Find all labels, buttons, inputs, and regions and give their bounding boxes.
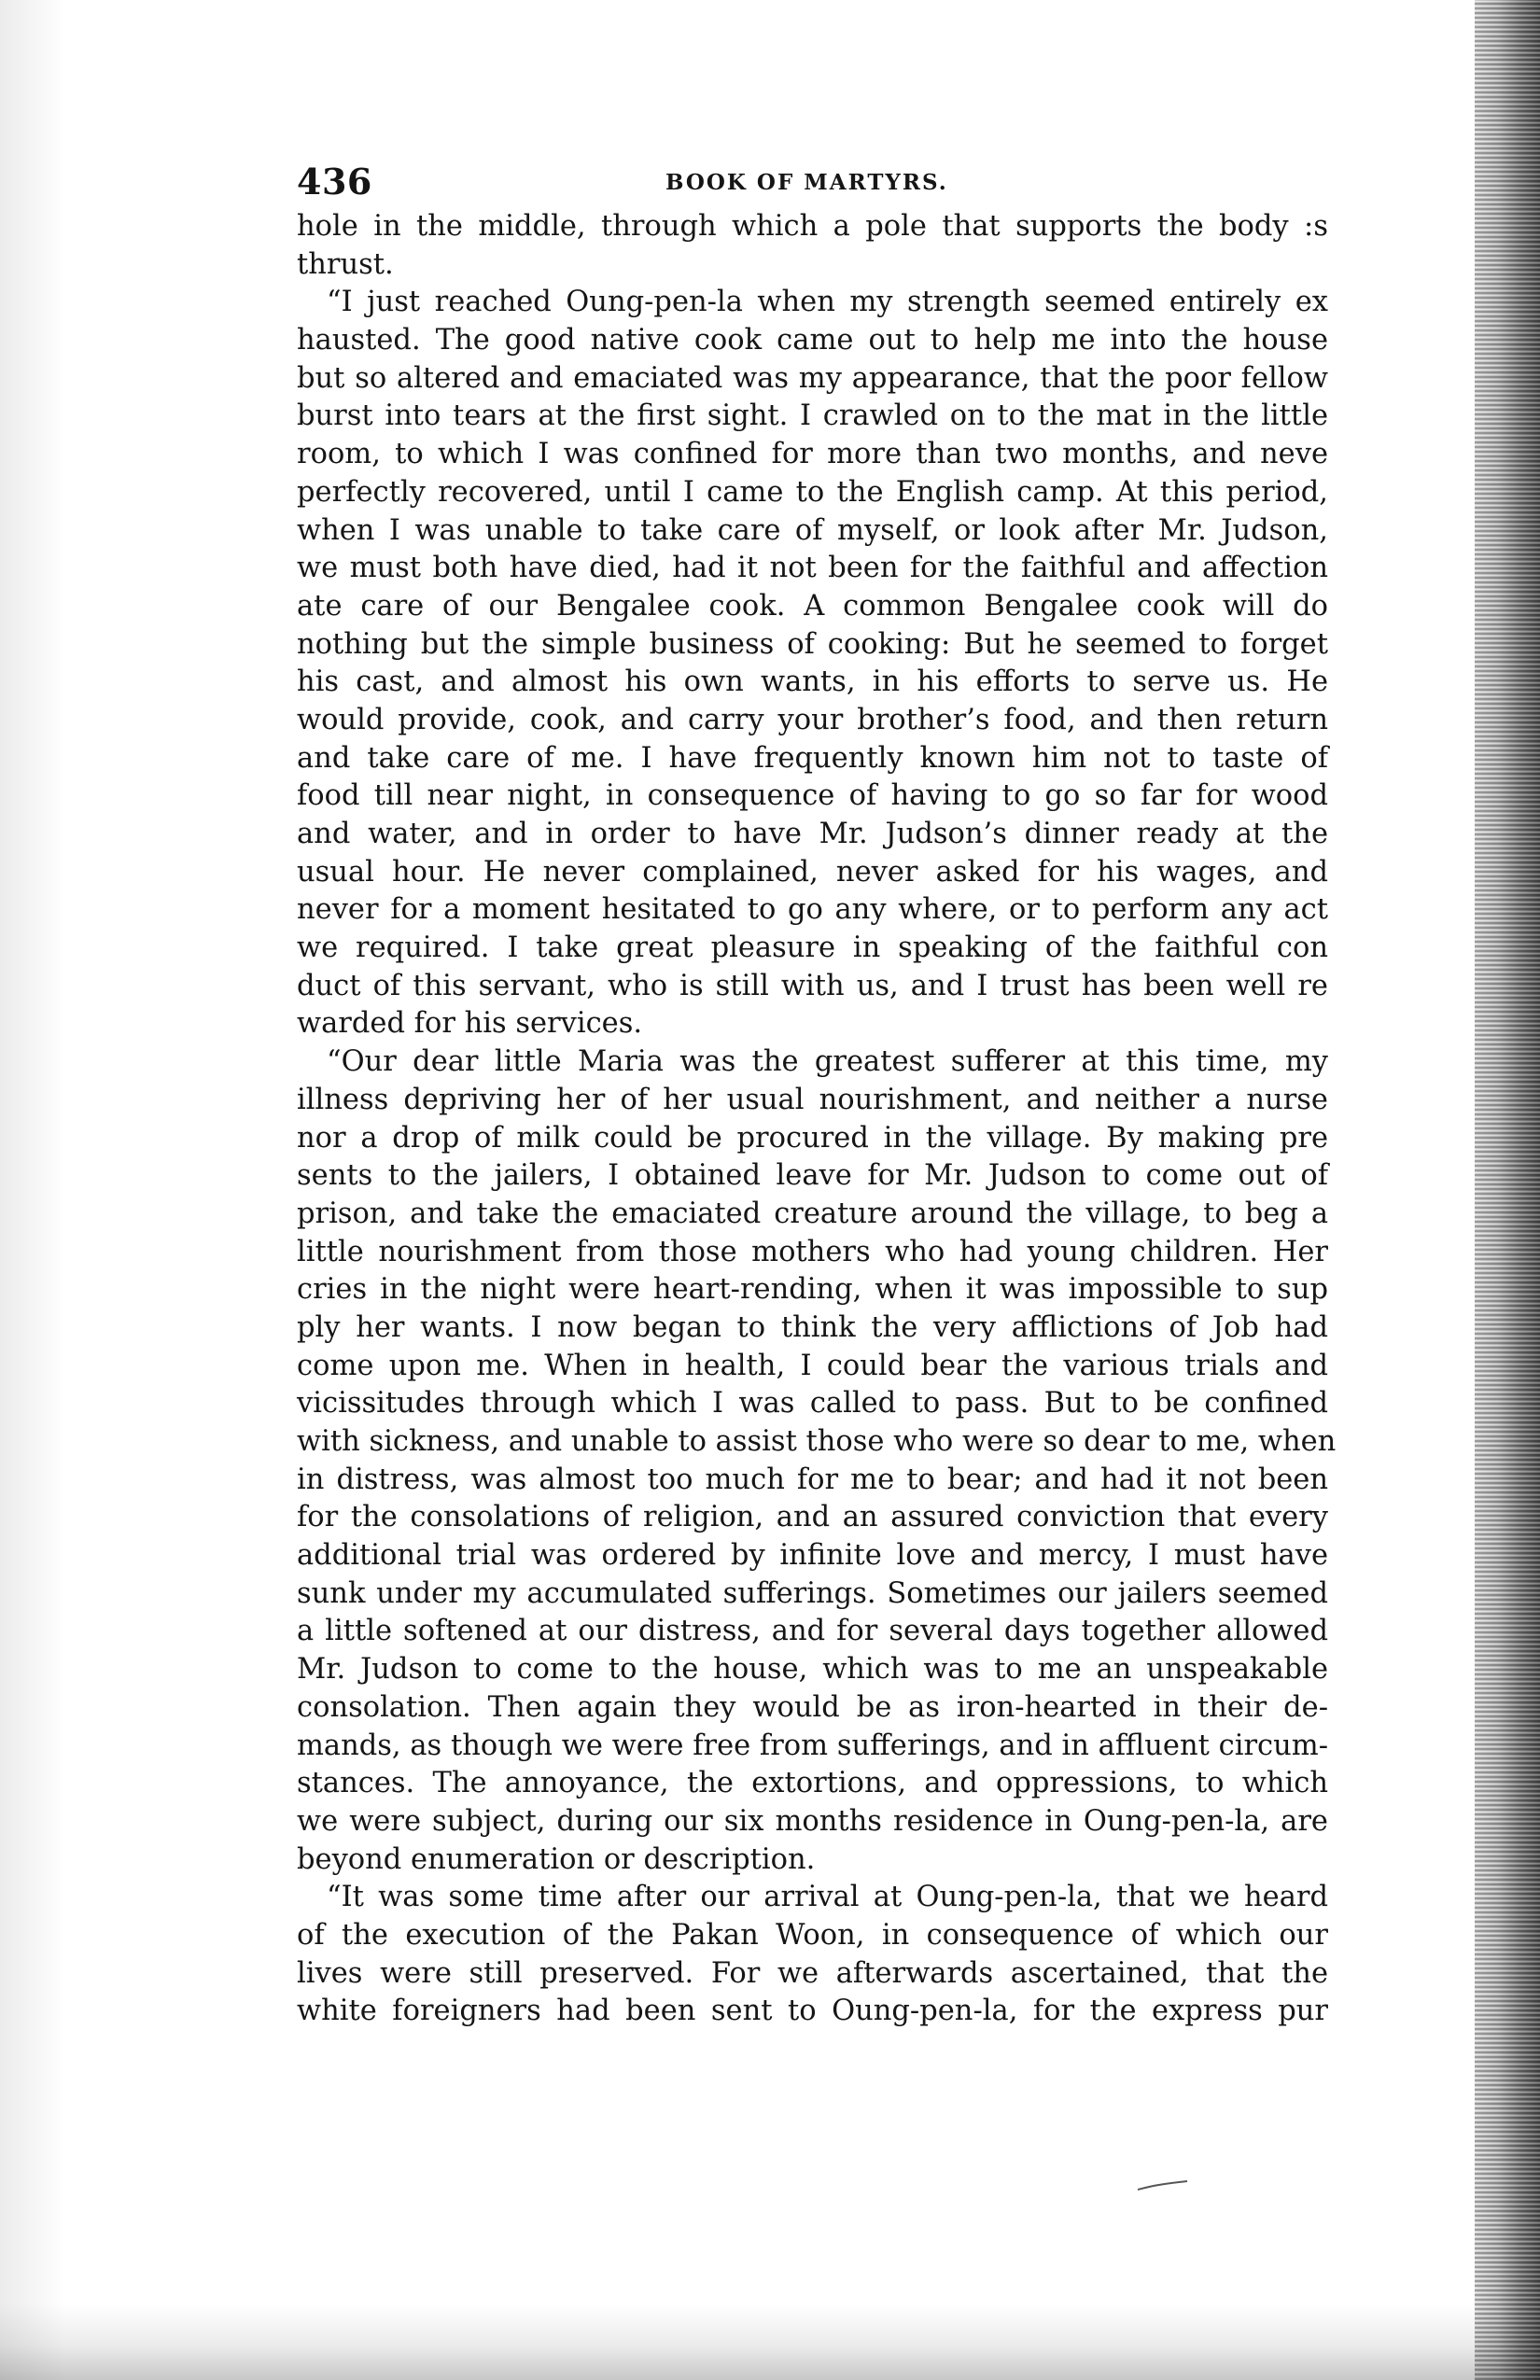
text-line: vicissitudes through which I was called to pass. But to be confined bbox=[297, 1387, 1328, 1421]
text-line: sents to the jailers, I obtained leave for Mr. Judson to come out of bbox=[297, 1159, 1328, 1193]
text-line: white foreigners had been sent to Oung-pen-la, for the express pur bbox=[297, 1995, 1328, 2028]
text-line: and take care of me. I have frequently known him not to taste of bbox=[297, 741, 1328, 775]
text-line: would provide, cook, and carry your brother’s food, and then return bbox=[297, 703, 1328, 736]
text-line: duct of this servant, who is still with us, and I trust has been well re bbox=[297, 969, 1328, 1002]
page-left-shadow bbox=[0, 0, 65, 2380]
running-title: BOOK OF MARTYRS. bbox=[665, 170, 948, 195]
text-line: we were subject, during our six months residence in Oung-pen-la, are bbox=[297, 1804, 1328, 1838]
text-line: mands, as though we were free from sufferings, and in affluent circum- bbox=[297, 1729, 1328, 1762]
text-line: come upon me. When in health, I could bear the various trials and bbox=[297, 1349, 1328, 1382]
page-number: 436 bbox=[297, 161, 372, 203]
text-line: little nourishment from those mothers who had young children. Her bbox=[297, 1235, 1328, 1268]
text-line: consolation. Then again they would be as iron-hearted in their de- bbox=[297, 1690, 1328, 1724]
text-line: additional trial was ordered by infinite love and mercy, I must have bbox=[297, 1539, 1328, 1573]
text-line: prison, and take the emaciated creature around the village, to beg a bbox=[297, 1197, 1328, 1230]
text-line: illness depriving her of her usual nourishment, and neither a nurse bbox=[297, 1083, 1328, 1116]
text-line: thrust. bbox=[297, 247, 394, 281]
text-line: when I was unable to take care of myself, or look after Mr. Judson, bbox=[297, 513, 1328, 547]
text-line: but so altered and emaciated was my appearance, that the poor fellow bbox=[297, 361, 1328, 395]
text-line: food till near night, in consequence of having to go so far for wood bbox=[297, 779, 1328, 813]
text-line: usual hour. He never complained, never asked for his wages, and bbox=[297, 855, 1328, 889]
text-line: “I just reached Oung-pen-la when my strength seemed entirely ex bbox=[327, 286, 1328, 319]
text-line: Mr. Judson to come to the house, which was to me an unspeakable bbox=[297, 1653, 1328, 1687]
text-line: nor a drop of milk could be procured in the village. By making pre bbox=[297, 1121, 1328, 1155]
text-line: room, to which I was confined for more than two months, and neve bbox=[297, 438, 1328, 471]
text-line: hausted. The good native cook came out to help me into the house bbox=[297, 324, 1328, 357]
text-line: never for a moment hesitated to go any where, or to perform any act bbox=[297, 893, 1328, 927]
body-text bbox=[297, 208, 1337, 2031]
text-line: we must both have died, had it not been for the faithful and affection bbox=[297, 552, 1328, 585]
text-line: “Our dear little Maria was the greatest sufferer at this time, my bbox=[327, 1045, 1328, 1079]
text-line: of the execution of the Pakan Woon, in consequence of which our bbox=[297, 1918, 1328, 1952]
text-line: hole in the middle, through which a pole that supports the body :s bbox=[297, 210, 1328, 243]
text-line: beyond enumeration or description. bbox=[297, 1842, 816, 1876]
text-line: stances. The annoyance, the extortions, and oppressions, to which bbox=[297, 1767, 1328, 1800]
text-line: lives were still preserved. For we afterwards ascertained, that the bbox=[297, 1956, 1328, 1990]
page-edge-scan-artifact bbox=[1475, 0, 1540, 2380]
text-line: warded for his services. bbox=[297, 1007, 643, 1041]
text-line: sunk under my accumulated sufferings. Sometimes our jailers seemed bbox=[297, 1576, 1328, 1610]
page-header bbox=[297, 161, 1328, 203]
text-line: ate care of our Bengalee cook. A common Bengalee cook will do bbox=[297, 589, 1328, 623]
text-line: in distress, was almost too much for me to bear; and had it not been bbox=[297, 1463, 1328, 1496]
text-line: for the consolations of religion, and an assured conviction that every bbox=[297, 1501, 1328, 1534]
page-bottom-shadow bbox=[0, 2303, 1540, 2380]
text-line: perfectly recovered, until I came to the English camp. At this period, bbox=[297, 475, 1328, 509]
text-line: burst into tears at the first sight. I crawled on to the mat in the little bbox=[297, 399, 1328, 433]
text-line: “It was some time after our arrival at Oung-pen-la, that we heard bbox=[327, 1881, 1328, 1914]
text-line: ply her wants. I now began to think the very afflictions of Job had bbox=[297, 1310, 1328, 1344]
pencil-mark bbox=[1136, 2178, 1190, 2193]
text-line: his cast, and almost his own wants, in his efforts to serve us. He bbox=[297, 665, 1328, 699]
text-line: and water, and in order to have Mr. Judson’s dinner ready at the bbox=[297, 818, 1328, 850]
text-line: with sickness, and unable to assist those who were so dear to me, when bbox=[297, 1425, 1337, 1458]
text-line: a little softened at our distress, and for several days together allowed bbox=[297, 1615, 1328, 1648]
text-line: cries in the night were heart-rending, when it was impossible to sup bbox=[297, 1273, 1328, 1307]
text-line: nothing but the simple business of cooking: But he seemed to forget bbox=[297, 627, 1328, 661]
text-line: we required. I take great pleasure in speaking of the faithful con bbox=[297, 931, 1328, 965]
